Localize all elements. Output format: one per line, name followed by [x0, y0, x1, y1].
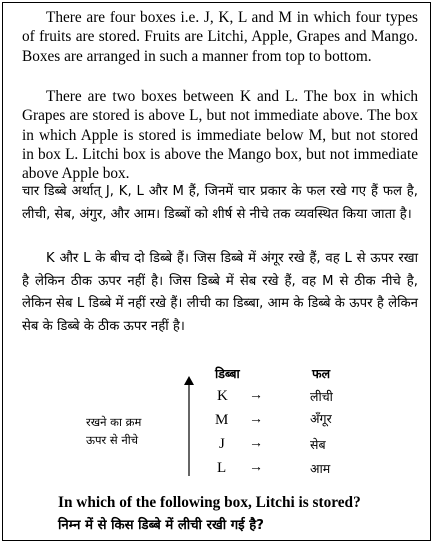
- right-arrow-icon: →: [249, 436, 263, 451]
- row-fruit: सेब: [310, 437, 326, 452]
- passage-para-3-hindi: चार डिब्बे अर्थात् J, K, L और M हैं, जिनमें चार प्रकार के फल रखे गए हैं फल है, लीची, सेब, अंगुर, और आम। डिब्बों को शीर्ष से नीचे तक व्यवस्थित किया जाता है।: [22, 184, 418, 222]
- row-box: L: [217, 460, 227, 476]
- header-fruit: फल: [312, 366, 331, 381]
- row-box: K: [217, 388, 228, 404]
- order-label-2: ऊपर से नीचे: [86, 433, 139, 447]
- question-hindi: निम्न में से किस डिब्बे में लीची रखी गई है?: [58, 518, 264, 533]
- right-arrow-icon: →: [249, 388, 263, 403]
- row-box: M: [215, 412, 229, 428]
- question-english: In which of the following box, Litchi is stored?: [58, 494, 361, 511]
- row-fruit: लीची: [310, 389, 333, 404]
- order-label-1: रखने का क्रम: [86, 415, 142, 429]
- right-arrow-icon: →: [249, 460, 263, 475]
- row-fruit: अँगूर: [310, 411, 332, 426]
- up-arrow-icon: [182, 376, 196, 476]
- passage-para-2: There are two boxes between K and L. The box in which Grapes are stored is above L, but not immediate above. The box in which Apple is stored is immediate below M, but not stored in box L. Litchi box is above the Mango box, but not immediate above Apple box.: [22, 88, 418, 183]
- row-box: J: [219, 436, 225, 452]
- arrangement-diagram: [0, 360, 435, 480]
- row-fruit: आम: [310, 461, 331, 476]
- passage-para-4-hindi: K और L के बीच दो डिब्बे हैं। जिस डिब्बे में अंगूर रखे हैं, वह L से ऊपर रखा है लेकिन ठीक ऊपर नहीं है। जिस डिब्बे में सेब रखे हैं, वह M से ठीक नीचे है, लेकिन सेब L डिब्बे में नहीं रखे हैं। लीची का डिब्बा, आम के डिब्बे के ऊपर है लेकिन सेब के डिब्बे के ठीक ऊपर नहीं है।: [22, 251, 418, 334]
- right-arrow-icon: →: [249, 412, 263, 427]
- header-box: डिब्बा: [215, 366, 240, 381]
- passage-para-1: There are four boxes i.e. J, K, L and M in which four types of fruits are stored. Fruits are Litchi, Apple, Grapes and Mango. Boxes are arranged in such a manner from top to bottom.: [22, 9, 418, 65]
